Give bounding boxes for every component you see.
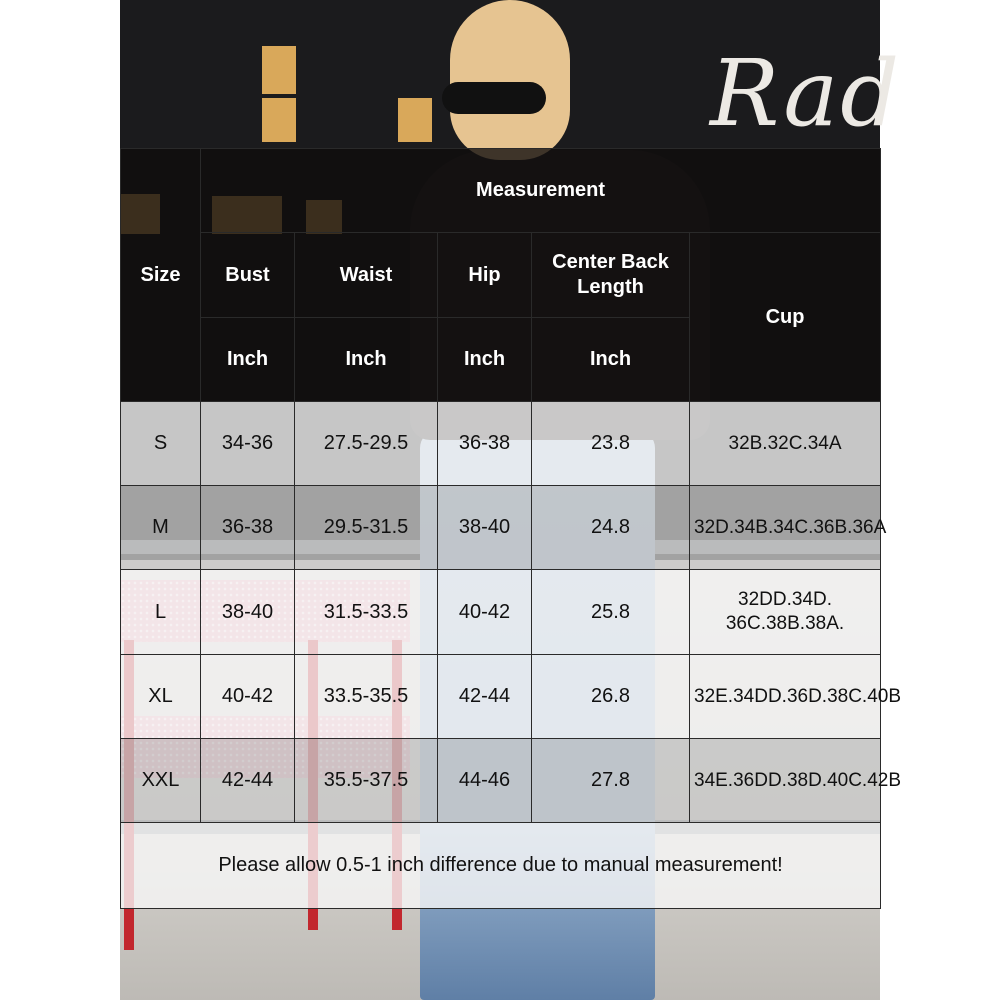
header-row-columns bbox=[121, 233, 881, 318]
wall-light-block bbox=[262, 46, 296, 94]
size-column-header: Size bbox=[121, 149, 201, 402]
center-back-length-column-header: Center Back Length bbox=[532, 233, 690, 318]
size-cell: M bbox=[121, 486, 201, 570]
footnote-row bbox=[121, 823, 881, 909]
hip-cell: 42-44 bbox=[438, 655, 532, 739]
size-cell: XXL bbox=[121, 739, 201, 823]
length-cell: 24.8 bbox=[532, 486, 690, 570]
wall-light-block bbox=[262, 98, 296, 142]
header-row-measurement bbox=[121, 149, 881, 233]
table-row bbox=[121, 739, 881, 823]
wall-light-block bbox=[398, 98, 432, 142]
bust-unit: Inch bbox=[201, 318, 295, 402]
bust-cell: 40-42 bbox=[201, 655, 295, 739]
hip-column-header: Hip bbox=[438, 233, 532, 318]
sunglasses bbox=[442, 82, 546, 114]
model-head bbox=[450, 0, 570, 160]
size-cell: XL bbox=[121, 655, 201, 739]
table-row bbox=[121, 655, 881, 739]
bust-column-header: Bust bbox=[201, 233, 295, 318]
waist-cell: 35.5-37.5 bbox=[295, 739, 438, 823]
table-row bbox=[121, 570, 881, 655]
hip-cell: 38-40 bbox=[438, 486, 532, 570]
bust-cell: 42-44 bbox=[201, 739, 295, 823]
measurement-disclaimer: Please allow 0.5-1 inch difference due to manual measurement! bbox=[121, 823, 881, 909]
bust-cell: 36-38 bbox=[201, 486, 295, 570]
center-back-length-unit: Inch bbox=[532, 318, 690, 402]
waist-column-header: Waist bbox=[295, 233, 438, 318]
hip-cell: 44-46 bbox=[438, 739, 532, 823]
wall-script-text: Rad bbox=[710, 40, 902, 147]
hip-unit: Inch bbox=[438, 318, 532, 402]
length-cell: 23.8 bbox=[532, 402, 690, 486]
cup-cell: 32B.32C.34A bbox=[690, 402, 881, 486]
size-cell: S bbox=[121, 402, 201, 486]
cup-column-header: Cup bbox=[690, 233, 881, 402]
table-row bbox=[121, 402, 881, 486]
cup-cell: 32D.34B.34C.36B.36A bbox=[690, 486, 881, 570]
measurement-header: Measurement bbox=[201, 149, 881, 233]
waist-cell: 27.5-29.5 bbox=[295, 402, 438, 486]
size-chart-table bbox=[120, 148, 902, 909]
cup-cell: 32DD.34D. 36C.38B.38A. bbox=[690, 570, 881, 655]
table-row bbox=[121, 486, 881, 570]
waist-cell: 31.5-33.5 bbox=[295, 570, 438, 655]
bust-cell: 38-40 bbox=[201, 570, 295, 655]
length-cell: 25.8 bbox=[532, 570, 690, 655]
cup-cell: 32E.34DD.36D.38C.40B bbox=[690, 655, 881, 739]
hip-cell: 40-42 bbox=[438, 570, 532, 655]
waist-cell: 29.5-31.5 bbox=[295, 486, 438, 570]
bust-cell: 34-36 bbox=[201, 402, 295, 486]
hip-cell: 36-38 bbox=[438, 402, 532, 486]
length-cell: 26.8 bbox=[532, 655, 690, 739]
length-cell: 27.8 bbox=[532, 739, 690, 823]
waist-cell: 33.5-35.5 bbox=[295, 655, 438, 739]
cup-cell: 34E.36DD.38D.40C.42B bbox=[690, 739, 881, 823]
size-cell: L bbox=[121, 570, 201, 655]
waist-unit: Inch bbox=[295, 318, 438, 402]
